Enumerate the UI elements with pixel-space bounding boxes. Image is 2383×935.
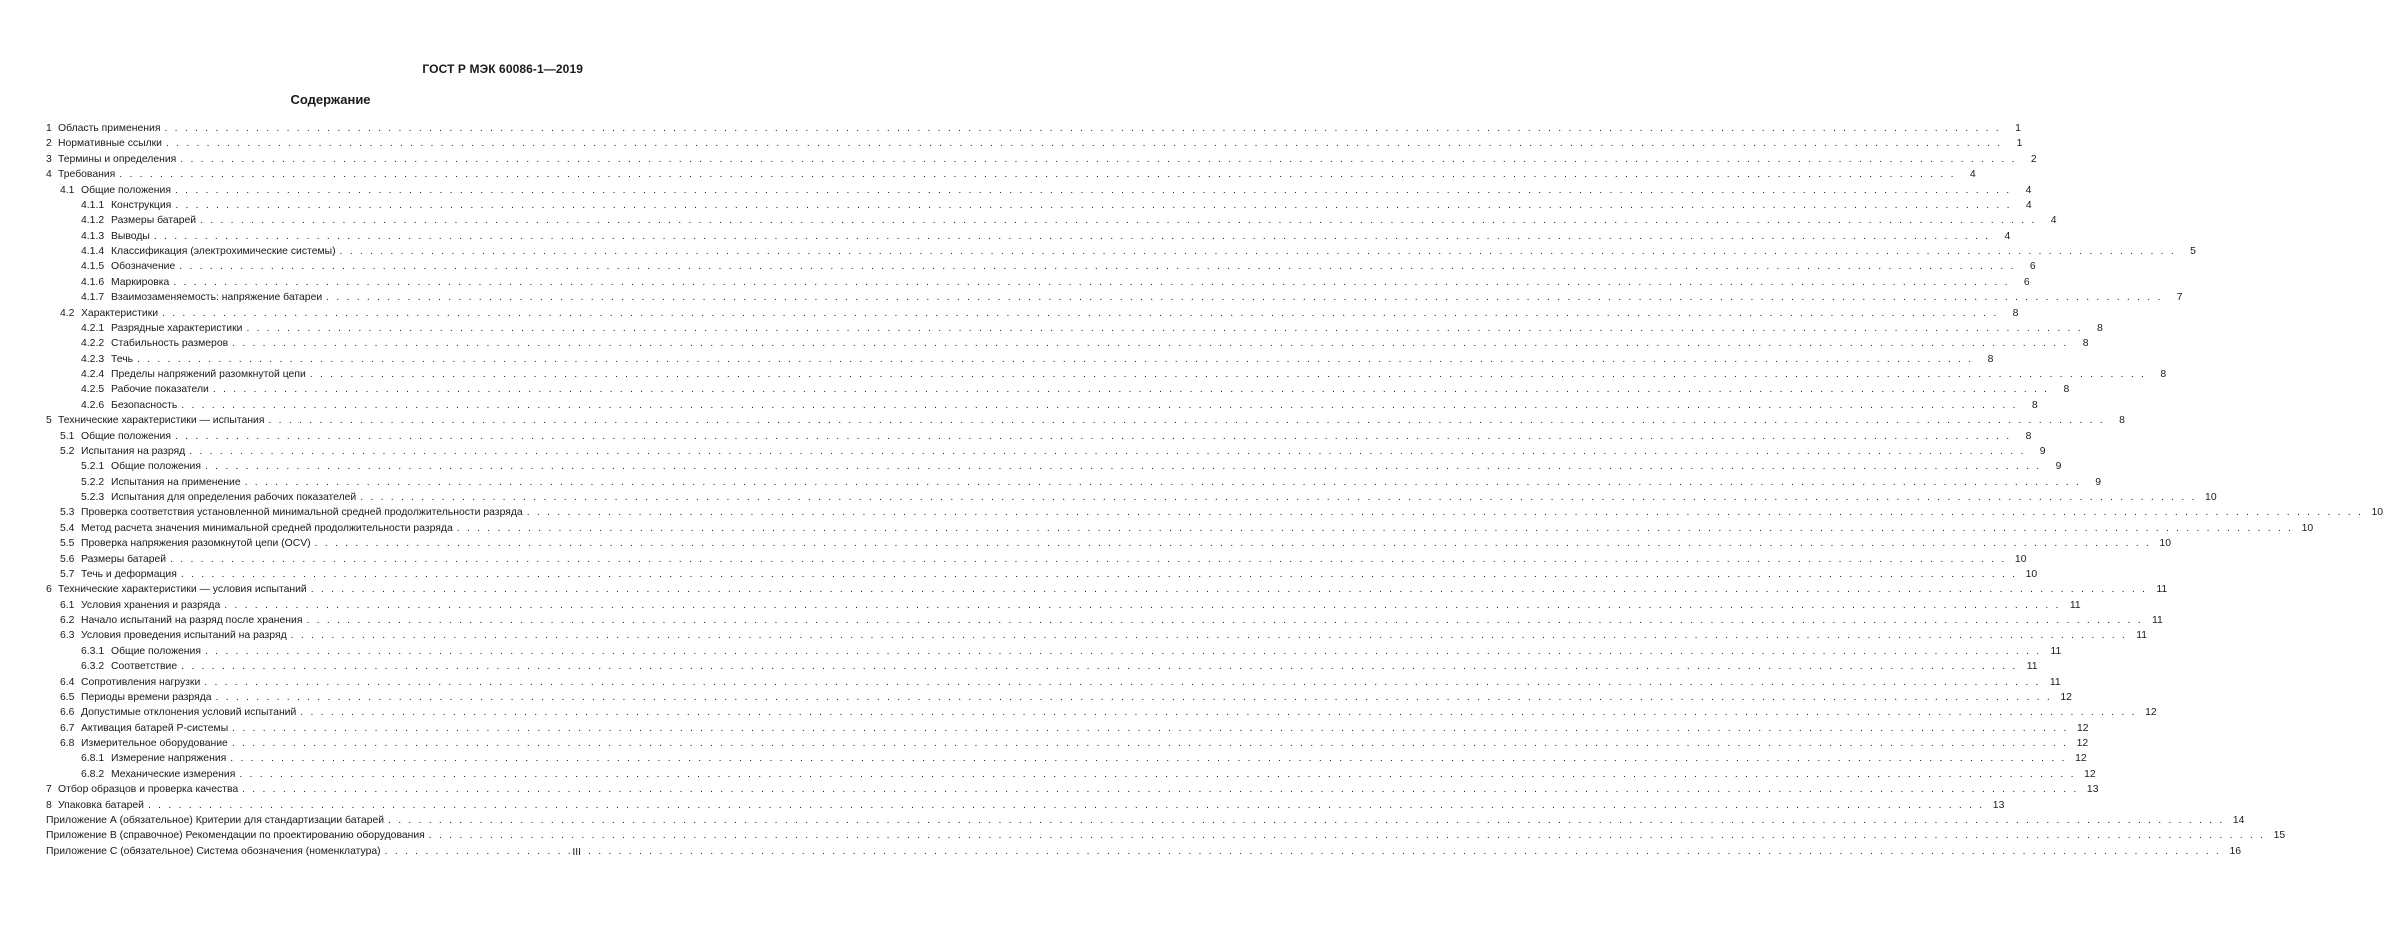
toc-entry-page: 10 bbox=[2371, 507, 2383, 519]
toc-entry-number: 4.2.4 bbox=[81, 369, 105, 380]
toc-dot-leader bbox=[175, 183, 2011, 198]
toc-entry-page: 12 bbox=[2084, 768, 2096, 780]
toc-dot-leader bbox=[232, 736, 2068, 751]
toc-entry-page: 8 bbox=[2031, 399, 2038, 411]
toc-entry bbox=[46, 429, 2032, 444]
toc-dot-leader bbox=[385, 844, 2221, 859]
toc-entry bbox=[46, 751, 2087, 766]
toc-entry-number: 7 bbox=[46, 784, 52, 796]
toc-dot-leader bbox=[269, 413, 2105, 428]
toc-entry-number: 5.2.1 bbox=[81, 461, 105, 473]
toc-entry-page: 6 bbox=[2023, 276, 2030, 288]
toc-dot-leader bbox=[310, 367, 2146, 382]
toc-entry-page: 8 bbox=[2160, 369, 2167, 380]
toc-entry bbox=[46, 598, 2081, 613]
toc-entry-page: 11 bbox=[2156, 584, 2168, 596]
toc-dot-leader bbox=[181, 567, 2017, 582]
toc-entry-label: Обозначение bbox=[111, 261, 176, 273]
toc-entry-number: 5.1 bbox=[60, 430, 75, 442]
toc-title: Содержание bbox=[290, 92, 371, 107]
toc-entry-page: 4 bbox=[2025, 199, 2032, 211]
toc-entry-page: 2 bbox=[2030, 153, 2037, 165]
toc-dot-leader bbox=[311, 582, 2147, 597]
toc-entry-page: 11 bbox=[2136, 630, 2147, 642]
toc-entry-page: 12 bbox=[2060, 691, 2072, 703]
toc-entry-label: Пределы напряжений разомкнутой цепи bbox=[111, 369, 306, 380]
toc-entry-number: 4.2 bbox=[60, 307, 75, 319]
toc-entry-label: Размеры батарей bbox=[111, 215, 197, 227]
toc-entry-label: Технические характеристики — испытания bbox=[58, 415, 265, 427]
toc-dot-leader bbox=[300, 705, 2136, 720]
toc-dot-leader bbox=[170, 552, 2006, 567]
toc-dot-leader bbox=[340, 244, 2176, 259]
toc-dot-leader bbox=[315, 536, 2151, 551]
toc-entry-number: 4.2.3 bbox=[81, 353, 105, 365]
toc-dot-leader bbox=[360, 490, 2196, 505]
toc-entry bbox=[46, 259, 2036, 274]
toc-entry bbox=[46, 136, 2023, 151]
toc-dot-leader bbox=[179, 259, 2015, 274]
toc-entry-page: 15 bbox=[2273, 830, 2286, 842]
toc-entry-number: 2 bbox=[46, 138, 52, 150]
toc-entry-page: 12 bbox=[2075, 753, 2087, 765]
toc-entry-page: 8 bbox=[2082, 338, 2089, 350]
toc-entry-number: 4.2.6 bbox=[81, 399, 105, 411]
toc-dot-leader bbox=[306, 613, 2142, 628]
toc-entry-label: Общие положения bbox=[111, 645, 201, 657]
toc-entry-label: Приложение B (справочное) Рекомендации по проектированию оборудования bbox=[46, 830, 425, 842]
toc-entry-page: 11 bbox=[2069, 599, 2081, 611]
toc-entry-number: 6.6 bbox=[60, 707, 75, 719]
toc-entry-number: 6.8.1 bbox=[81, 753, 105, 765]
toc-entry-label: Рабочие показатели bbox=[111, 384, 209, 396]
toc-entry-number: 6.3 bbox=[60, 630, 75, 642]
toc-entry-number: 4.1.1 bbox=[81, 199, 105, 211]
toc-entry-page: 13 bbox=[2086, 784, 2099, 796]
toc-entry bbox=[46, 475, 2101, 490]
toc-entry bbox=[46, 628, 2147, 643]
toc-entry-page: 4 bbox=[2004, 230, 2011, 242]
toc-entry-page: 10 bbox=[2159, 538, 2171, 550]
toc-entry-label: Общие положения bbox=[81, 184, 171, 196]
toc-entry-label: Отбор образцов и проверка качества bbox=[58, 784, 239, 796]
toc-entry-number: 5.2.3 bbox=[81, 492, 105, 503]
toc-entry-label: Периоды времени разряда bbox=[81, 691, 212, 703]
toc-entry-label: Маркировка bbox=[111, 276, 170, 288]
toc-dot-leader bbox=[291, 628, 2127, 643]
toc-dot-leader bbox=[242, 782, 2078, 797]
toc-entry bbox=[46, 736, 2089, 751]
toc-dot-leader bbox=[239, 767, 2075, 782]
toc-entry-label: Испытания на разряд bbox=[81, 445, 186, 457]
toc-entry-number: 4.1 bbox=[60, 184, 75, 196]
toc-entry-number: 4.2.1 bbox=[81, 322, 105, 334]
toc-entry-label: Условия хранения и разряда bbox=[81, 599, 221, 611]
toc-entry bbox=[46, 613, 2163, 628]
toc-entry-label: Размеры батарей bbox=[81, 553, 167, 565]
toc-entry-page: 12 bbox=[2076, 738, 2089, 749]
toc-entry bbox=[46, 306, 2019, 321]
toc-entry-label: Соответствие bbox=[111, 661, 178, 673]
toc-entry-number: 3 bbox=[46, 153, 52, 165]
toc-entry bbox=[46, 167, 1976, 182]
toc-entry-number: 6.1 bbox=[60, 599, 75, 611]
toc-entry-label: Классификация (электрохимические системы) bbox=[111, 246, 336, 257]
toc-entry bbox=[46, 690, 2072, 705]
toc-entry-label: Приложение А (обязательное) Критерии для стандартизации батарей bbox=[46, 814, 385, 826]
toc-entry-number: 4.1.7 bbox=[81, 292, 105, 304]
toc-entry-number: 5.5 bbox=[60, 538, 75, 550]
toc-dot-leader bbox=[246, 321, 2082, 336]
toc-entry-label: Требования bbox=[58, 169, 116, 181]
toc-dot-leader bbox=[205, 644, 2041, 659]
toc-dot-leader bbox=[173, 275, 2009, 290]
toc-entry-label: Взаимозаменяемость: напряжение батареи bbox=[111, 292, 323, 304]
toc-dot-leader bbox=[200, 213, 2036, 228]
toc-entry-page: 8 bbox=[1987, 353, 1994, 365]
toc-entry-number: 6.7 bbox=[60, 722, 75, 734]
toc-entry-number: 6.2 bbox=[60, 615, 75, 626]
toc-dot-leader bbox=[181, 398, 2017, 413]
toc-entry bbox=[46, 183, 2032, 198]
toc-entry bbox=[46, 721, 2089, 736]
toc-entry-number: 5.2.2 bbox=[81, 476, 105, 488]
toc-entry-label: Стабильность размеров bbox=[111, 338, 229, 350]
toc-dot-leader bbox=[213, 382, 2049, 397]
toc-entry-number: 6.3.1 bbox=[81, 645, 105, 657]
toc-entry bbox=[46, 152, 2037, 167]
toc-entry bbox=[46, 813, 2245, 828]
toc-dot-leader bbox=[245, 475, 2081, 490]
toc-entry bbox=[46, 675, 2061, 690]
toc-entry-label: Активация батарей P-системы bbox=[81, 722, 229, 734]
toc-entry bbox=[46, 382, 2070, 397]
toc-dot-leader bbox=[232, 721, 2068, 736]
toc-entry bbox=[46, 444, 2046, 459]
toc-entry-page: 6 bbox=[2029, 261, 2036, 273]
toc-dot-leader bbox=[154, 229, 1990, 244]
toc-entry-page: 9 bbox=[2095, 476, 2101, 488]
toc-entry bbox=[46, 536, 2171, 551]
toc-entry-label: Сопротивления нагрузки bbox=[81, 676, 201, 688]
toc-entry-label: Проверка соответствия установленной минимальной средней продолжительности разряда bbox=[81, 507, 523, 519]
toc-entry bbox=[46, 275, 2030, 290]
toc-dot-leader bbox=[166, 136, 2002, 151]
toc-entry bbox=[46, 244, 2196, 259]
toc-entry bbox=[46, 705, 2157, 720]
toc-entry-number: 4.1.5 bbox=[81, 261, 105, 273]
toc-entry-page: 8 bbox=[2025, 430, 2032, 442]
toc-entry-number: 6.8 bbox=[60, 738, 75, 749]
toc-entry-label: Приложение С (обязательное) Система обозначения (номенклатура) bbox=[46, 845, 381, 857]
toc-entry-label: Проверка напряжения разомкнутой цепи (OCV) bbox=[81, 538, 311, 550]
toc-entry-page: 10 bbox=[2014, 553, 2027, 565]
toc-entry-page: 10 bbox=[2205, 492, 2217, 503]
toc-dot-leader bbox=[175, 429, 2011, 444]
toc-entry bbox=[46, 505, 2383, 520]
toc-entry bbox=[46, 121, 2021, 136]
toc-entry-number: 6 bbox=[46, 584, 52, 596]
toc-entry-label: Нормативные ссылки bbox=[58, 138, 162, 150]
toc-dot-leader bbox=[388, 813, 2224, 828]
toc-dot-leader bbox=[216, 690, 2052, 705]
toc-entry bbox=[46, 198, 2032, 213]
toc-dot-leader bbox=[162, 306, 1998, 321]
toc-entry-label: Метод расчета значения минимальной средней продолжительности разряда bbox=[81, 522, 453, 534]
toc-entry-label: Течь и деформация bbox=[81, 568, 177, 580]
toc-entry-number: 6.3.2 bbox=[81, 661, 105, 673]
toc-entry-number: 5 bbox=[46, 415, 52, 427]
toc-entry bbox=[46, 828, 2286, 843]
toc-entry-label: Общие положения bbox=[111, 461, 201, 473]
toc-entry bbox=[46, 567, 2038, 582]
toc-entry-page: 1 bbox=[2015, 123, 2021, 134]
toc-entry-label: Допустимые отклонения условий испытаний bbox=[81, 707, 297, 719]
toc-entry-page: 4 bbox=[1969, 169, 1976, 181]
toc-entry-number: 6.4 bbox=[60, 676, 75, 688]
toc-entry-number: 5.2 bbox=[60, 445, 75, 457]
toc-entry bbox=[46, 352, 1994, 367]
toc-entry-page: 7 bbox=[2176, 292, 2183, 304]
toc-entry-page: 14 bbox=[2232, 814, 2245, 826]
toc-entry-label: Термины и определения bbox=[58, 153, 177, 165]
toc-entry bbox=[46, 798, 2005, 813]
toc-entry-label: Механические измерения bbox=[111, 768, 236, 780]
toc-entry bbox=[46, 367, 2167, 382]
toc-entry-label: Упаковка батарей bbox=[58, 799, 144, 811]
toc-entry bbox=[46, 398, 2038, 413]
toc-dot-leader bbox=[119, 167, 1955, 182]
toc-entry-page: 11 bbox=[2049, 676, 2061, 688]
toc-entry-label: Течь bbox=[111, 353, 134, 365]
toc-entry-page: 13 bbox=[1992, 799, 2005, 811]
toc-entry-number: 6.8.2 bbox=[81, 768, 105, 780]
toc-entry-page: 4 bbox=[2050, 215, 2057, 227]
toc-entry-label: Технические характеристики — условия испытаний bbox=[58, 584, 307, 596]
toc-dot-leader bbox=[457, 521, 2293, 536]
toc-entry-number: 4.2.2 bbox=[81, 338, 105, 350]
table-of-contents bbox=[46, 121, 2383, 859]
toc-entry-number: 4.2.5 bbox=[81, 384, 105, 396]
toc-dot-leader bbox=[180, 152, 2016, 167]
toc-entry bbox=[46, 782, 2099, 797]
toc-entry-label: Испытания для определения рабочих показателей bbox=[111, 492, 357, 503]
toc-dot-leader bbox=[137, 352, 1973, 367]
toc-entry-page: 5 bbox=[2190, 246, 2196, 257]
toc-entry bbox=[46, 336, 2089, 351]
toc-entry-label: Измерительное оборудование bbox=[81, 738, 228, 749]
toc-entry-label: Испытания на применение bbox=[111, 476, 241, 488]
toc-entry bbox=[46, 413, 2125, 428]
toc-entry bbox=[46, 521, 2314, 536]
toc-entry-page: 8 bbox=[2097, 322, 2103, 334]
page-number: III bbox=[572, 847, 581, 858]
toc-entry-page: 12 bbox=[2076, 722, 2089, 734]
toc-entry bbox=[46, 459, 2062, 474]
toc-entry-page: 16 bbox=[2229, 845, 2241, 857]
toc-entry-page: 12 bbox=[2145, 707, 2157, 719]
toc-entry-number: 5.4 bbox=[60, 522, 75, 534]
toc-entry-page: 11 bbox=[2050, 645, 2062, 657]
toc-entry-page: 8 bbox=[2012, 307, 2019, 319]
toc-dot-leader bbox=[204, 675, 2040, 690]
toc-entry-number: 5.7 bbox=[60, 568, 75, 580]
toc-dot-leader bbox=[232, 336, 2068, 351]
toc-entry bbox=[46, 490, 2217, 505]
toc-entry-page: 9 bbox=[2055, 461, 2062, 473]
toc-entry bbox=[46, 552, 2027, 567]
toc-entry-number: 4.1.2 bbox=[81, 215, 105, 227]
toc-entry bbox=[46, 844, 2241, 859]
toc-entry-label: Конструкция bbox=[111, 199, 172, 211]
toc-entry-label: Характеристики bbox=[81, 307, 159, 319]
toc-entry-page: 10 bbox=[2025, 568, 2038, 580]
toc-entry-label: Безопасность bbox=[111, 399, 178, 411]
toc-entry-label: Разрядные характеристики bbox=[111, 322, 243, 334]
toc-entry-number: 4.1.6 bbox=[81, 276, 105, 288]
toc-entry-label: Условия проведения испытаний на разряд bbox=[81, 630, 287, 642]
toc-dot-leader bbox=[527, 505, 2363, 520]
toc-entry-page: 11 bbox=[2152, 615, 2163, 626]
toc-entry-label: Область применения bbox=[58, 123, 161, 134]
toc-entry-page: 9 bbox=[2039, 445, 2046, 457]
toc-entry-label: Общие положения bbox=[81, 430, 171, 442]
standard-code-header: ГОСТ Р МЭК 60086-1—2019 bbox=[422, 62, 583, 76]
toc-entry bbox=[46, 767, 2096, 782]
toc-dot-leader bbox=[326, 290, 2162, 305]
toc-entry bbox=[46, 229, 2011, 244]
toc-entry bbox=[46, 321, 2103, 336]
toc-entry-number: 4 bbox=[46, 169, 52, 181]
toc-entry bbox=[46, 582, 2168, 597]
toc-entry-page: 10 bbox=[2301, 522, 2314, 534]
toc-entry-number: 4.1.3 bbox=[81, 230, 105, 242]
toc-dot-leader bbox=[148, 798, 1984, 813]
toc-entry bbox=[46, 659, 2038, 674]
toc-entry-number: 4.1.4 bbox=[81, 246, 105, 257]
toc-entry-label: Измерение напряжения bbox=[111, 753, 227, 765]
toc-entry-number: 6.5 bbox=[60, 691, 75, 703]
toc-entry-label: Начало испытаний на разряд после хранения bbox=[81, 615, 303, 626]
toc-entry-page: 1 bbox=[2016, 138, 2023, 150]
toc-dot-leader bbox=[175, 198, 2011, 213]
toc-entry-page: 8 bbox=[2119, 415, 2125, 427]
toc-entry-number: 1 bbox=[46, 123, 52, 134]
toc-dot-leader bbox=[224, 598, 2060, 613]
toc-entry-number: 8 bbox=[46, 799, 52, 811]
toc-entry bbox=[46, 290, 2183, 305]
toc-dot-leader bbox=[205, 459, 2041, 474]
toc-entry-page: 8 bbox=[2063, 384, 2070, 396]
toc-dot-leader bbox=[164, 121, 2000, 136]
toc-entry-page: 4 bbox=[2025, 184, 2032, 196]
toc-entry-page: 11 bbox=[2026, 661, 2038, 673]
toc-entry bbox=[46, 213, 2057, 228]
toc-entry-label: Выводы bbox=[111, 230, 150, 242]
toc-dot-leader bbox=[181, 659, 2017, 674]
toc-dot-leader bbox=[230, 751, 2066, 766]
toc-entry-number: 5.6 bbox=[60, 553, 75, 565]
toc-dot-leader bbox=[189, 444, 2025, 459]
toc-entry-number: 5.3 bbox=[60, 507, 75, 519]
toc-entry bbox=[46, 644, 2062, 659]
toc-dot-leader bbox=[429, 828, 2265, 843]
